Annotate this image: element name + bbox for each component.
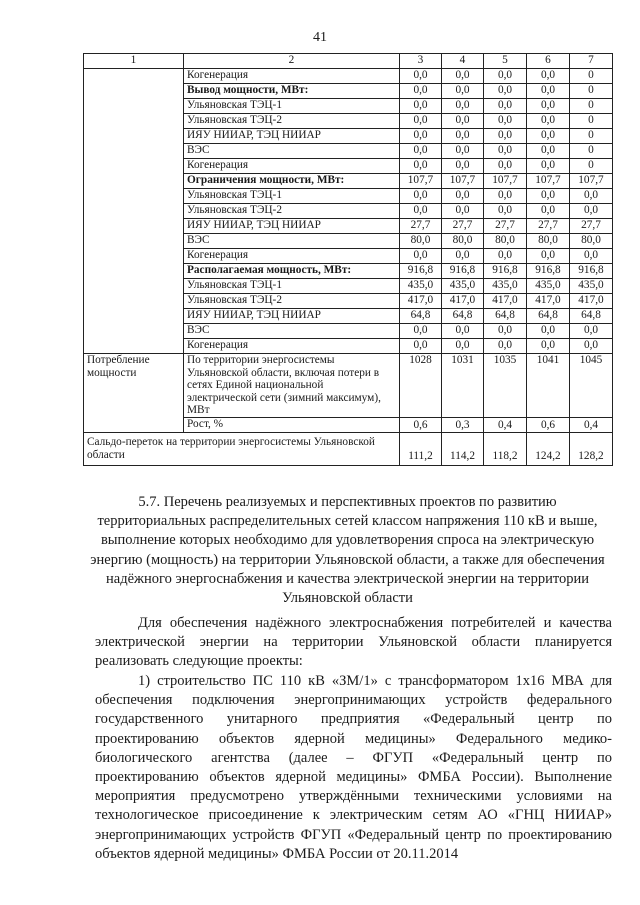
value-cell: 64,8 (527, 309, 570, 324)
value-cell: 417,0 (484, 294, 527, 309)
row-label: ИЯУ НИИАР, ТЭЦ НИИАР (184, 129, 400, 144)
value-cell: 0,0 (527, 339, 570, 354)
consumption-row (84, 354, 613, 418)
value-cell: 0,0 (484, 189, 527, 204)
value-cell: 27,7 (570, 219, 613, 234)
column-header: 6 (527, 54, 570, 69)
header-row (84, 54, 613, 69)
value-cell: 0,0 (570, 204, 613, 219)
value-cell: 417,0 (570, 294, 613, 309)
column-header: 3 (400, 54, 442, 69)
value-cell: 0,6 (527, 417, 570, 432)
value-cell: 0 (570, 159, 613, 174)
value-cell: 0,3 (442, 417, 484, 432)
value-cell: 1031 (442, 354, 484, 418)
value-cell: 80,0 (484, 234, 527, 249)
value-cell: 417,0 (400, 294, 442, 309)
consumption-label: По территории энергосистемы Ульяновской области, включая потери в сетях Единой национальной электрической сети (зимний максимум), МВт (184, 354, 400, 418)
row-label: ВЭС (184, 234, 400, 249)
value-cell: 435,0 (484, 279, 527, 294)
value-cell: 0,0 (400, 69, 442, 84)
table-row (84, 69, 613, 84)
value-cell: 0,0 (484, 339, 527, 354)
row-label: ВЭС (184, 144, 400, 159)
value-cell: 107,7 (484, 174, 527, 189)
row-label: Ульяновская ТЭЦ-2 (184, 294, 400, 309)
value-cell: 128,2 (570, 432, 613, 465)
value-cell: 0,0 (484, 69, 527, 84)
value-cell: 916,8 (484, 264, 527, 279)
value-cell: 0,4 (570, 417, 613, 432)
page-number: 41 (313, 30, 327, 45)
row-label: Ульяновская ТЭЦ-1 (184, 99, 400, 114)
value-cell: 0 (570, 84, 613, 99)
value-cell: 435,0 (527, 279, 570, 294)
value-cell: 0,0 (484, 144, 527, 159)
value-cell: 118,2 (484, 432, 527, 465)
value-cell: 111,2 (400, 432, 442, 465)
value-cell: 0,0 (400, 324, 442, 339)
row-label: ИЯУ НИИАР, ТЭЦ НИИАР (184, 219, 400, 234)
value-cell: 0,0 (527, 114, 570, 129)
value-cell: 0,0 (400, 339, 442, 354)
row-label: ИЯУ НИИАР, ТЭЦ НИИАР (184, 309, 400, 324)
value-cell: 64,8 (570, 309, 613, 324)
value-cell: 0,0 (442, 69, 484, 84)
value-cell: 64,8 (400, 309, 442, 324)
value-cell: 0,0 (442, 189, 484, 204)
value-cell: 0,0 (442, 159, 484, 174)
row-label: Располагаемая мощность, МВт: (184, 264, 400, 279)
value-cell: 0,0 (484, 114, 527, 129)
value-cell: 0 (570, 99, 613, 114)
value-cell: 114,2 (442, 432, 484, 465)
row-label: Ульяновская ТЭЦ-2 (184, 114, 400, 129)
row-label: Когенерация (184, 249, 400, 264)
value-cell: 0,0 (527, 159, 570, 174)
growth-label: Рост, % (184, 417, 400, 432)
value-cell: 0,0 (442, 99, 484, 114)
value-cell: 0,0 (484, 204, 527, 219)
balance-row (84, 432, 613, 465)
value-cell: 916,8 (400, 264, 442, 279)
row-label: Ограничения мощности, МВт: (184, 174, 400, 189)
value-cell: 0,0 (400, 129, 442, 144)
value-cell: 0,4 (484, 417, 527, 432)
value-cell: 0,0 (484, 129, 527, 144)
value-cell: 0,0 (484, 324, 527, 339)
value-cell: 107,7 (570, 174, 613, 189)
value-cell: 27,7 (442, 219, 484, 234)
value-cell: 916,8 (570, 264, 613, 279)
row-label: Когенерация (184, 159, 400, 174)
value-cell: 1035 (484, 354, 527, 418)
value-cell: 107,7 (527, 174, 570, 189)
value-cell: 0,6 (400, 417, 442, 432)
value-cell: 0,0 (570, 189, 613, 204)
column-header: 7 (570, 54, 613, 69)
value-cell: 0,0 (400, 144, 442, 159)
value-cell: 0,0 (570, 249, 613, 264)
value-cell: 0,0 (400, 159, 442, 174)
value-cell: 0,0 (527, 99, 570, 114)
value-cell: 0,0 (527, 129, 570, 144)
value-cell: 417,0 (442, 294, 484, 309)
value-cell: 0,0 (442, 204, 484, 219)
value-cell: 0,0 (400, 204, 442, 219)
value-cell: 0,0 (400, 114, 442, 129)
value-cell: 0,0 (527, 84, 570, 99)
value-cell: 80,0 (527, 234, 570, 249)
intro-paragraph (95, 614, 612, 672)
value-cell: 0,0 (442, 114, 484, 129)
value-cell: 27,7 (527, 219, 570, 234)
value-cell: 417,0 (527, 294, 570, 309)
power-balance-table (83, 53, 613, 466)
value-cell: 0,0 (484, 249, 527, 264)
value-cell: 0,0 (442, 84, 484, 99)
column-header: 2 (184, 54, 400, 69)
value-cell: 124,2 (527, 432, 570, 465)
value-cell: 0,0 (442, 339, 484, 354)
group-cell (84, 69, 184, 354)
table-body (84, 54, 613, 466)
value-cell: 0 (570, 69, 613, 84)
value-cell: 27,7 (484, 219, 527, 234)
value-cell: 0 (570, 129, 613, 144)
value-cell: 0,0 (527, 204, 570, 219)
row-label: Ульяновская ТЭЦ-1 (184, 279, 400, 294)
row-label: Вывод мощности, МВт: (184, 84, 400, 99)
value-cell: 64,8 (442, 309, 484, 324)
value-cell: 0 (570, 144, 613, 159)
value-cell: 0,0 (442, 144, 484, 159)
value-cell: 0 (570, 114, 613, 129)
row-label: Ульяновская ТЭЦ-1 (184, 189, 400, 204)
value-cell: 80,0 (570, 234, 613, 249)
value-cell: 916,8 (527, 264, 570, 279)
value-cell: 0,0 (442, 249, 484, 264)
value-cell: 1045 (570, 354, 613, 418)
value-cell: 80,0 (442, 234, 484, 249)
row-label: Когенерация (184, 339, 400, 354)
value-cell: 64,8 (484, 309, 527, 324)
value-cell: 0,0 (400, 249, 442, 264)
balance-label: Сальдо-переток на территории энергосистемы Ульяновской области (84, 432, 400, 465)
list-item-1 (95, 672, 612, 864)
list-item-1-text: 1) строительство ПС 110 кВ «ЗМ/1» с трансформатором 1х16 МВА для обеспечения подключения энергопринимающих устройств федерального государственного унитарного предприятия «Федеральный центр по проектированию объектов ядерной медицины» Федерального медико-биологического агентства (далее – ФГУП «Федеральный центр по проектированию объектов ядерной медицины» ФМБА России). Выполнение мероприятия предусмотрено утверждёнными техническими условиями на технологическое присоединение к электрическим сетям АО «ГНЦ НИИАР» энергопринимающих устройств ФГУП «Федеральный центр по проектированию объектов ядерной медицины» ФМБА России от 20.11.2014 (95, 673, 612, 862)
value-cell: 916,8 (442, 264, 484, 279)
value-cell: 0,0 (484, 84, 527, 99)
value-cell: 27,7 (400, 219, 442, 234)
row-label: ВЭС (184, 324, 400, 339)
consumption-group-label: Потребление мощности (84, 354, 184, 433)
value-cell: 435,0 (442, 279, 484, 294)
value-cell: 0,0 (400, 99, 442, 114)
value-cell: 0,0 (527, 69, 570, 84)
value-cell: 0,0 (400, 189, 442, 204)
value-cell: 435,0 (570, 279, 613, 294)
value-cell: 0,0 (527, 189, 570, 204)
section-heading: 5.7. Перечень реализуемых и перспективных проектов по развитию территориальных распределительных сетей классом напряжения 110 кВ и выше, выполнение которых необходимо для удовлетворения спроса на электрическую энергию (мощность) на территории Ульяновской области, а также для обеспечения надёжного энергоснабжения и качества электрической энергии на территории Ульяновской области (90, 494, 605, 607)
value-cell: 0,0 (527, 249, 570, 264)
value-cell: 435,0 (400, 279, 442, 294)
value-cell: 0,0 (400, 84, 442, 99)
value-cell: 1028 (400, 354, 442, 418)
intro-text: Для обеспечения надёжного электроснабжения потребителей и качества электрической энергии на территории Ульяновской области планируется реализовать следующие проекты: (95, 615, 612, 670)
value-cell: 0,0 (570, 339, 613, 354)
value-cell: 107,7 (442, 174, 484, 189)
value-cell: 80,0 (400, 234, 442, 249)
column-header: 5 (484, 54, 527, 69)
row-label: Ульяновская ТЭЦ-2 (184, 204, 400, 219)
row-label: Когенерация (184, 69, 400, 84)
value-cell: 0,0 (484, 99, 527, 114)
value-cell: 0,0 (442, 324, 484, 339)
value-cell: 0,0 (527, 324, 570, 339)
value-cell: 0,0 (484, 159, 527, 174)
value-cell: 107,7 (400, 174, 442, 189)
value-cell: 0,0 (570, 324, 613, 339)
value-cell: 0,0 (527, 144, 570, 159)
value-cell: 0,0 (442, 129, 484, 144)
column-header: 4 (442, 54, 484, 69)
column-header: 1 (84, 54, 184, 69)
value-cell: 1041 (527, 354, 570, 418)
